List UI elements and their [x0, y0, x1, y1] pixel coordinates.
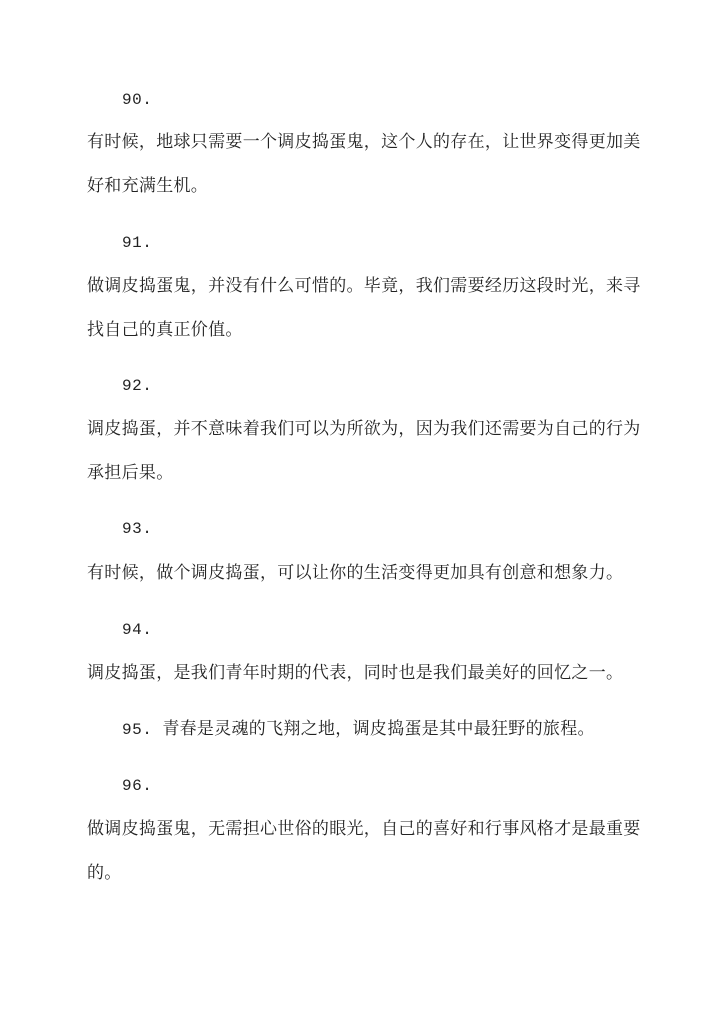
item-text-line: 做调皮捣蛋鬼，无需担心世俗的眼光，自己的喜好和行事风格才是最重要: [87, 819, 641, 839]
item-inline-text: 青春是灵魂的飞翔之地，调皮捣蛋是其中最狂野的旅程。: [162, 719, 595, 739]
item-text-line: 有时候，做个调皮捣蛋，可以让你的生活变得更加具有创意和想象力。: [87, 563, 624, 583]
item-text-line: 的。: [87, 863, 122, 883]
item-number: 95.: [122, 721, 153, 739]
item-number: 90.: [122, 91, 153, 109]
item-number: 92.: [122, 377, 153, 395]
item-number: 96.: [122, 777, 153, 795]
item-number: 93.: [122, 520, 153, 538]
item-text-line: 调皮捣蛋，并不意味着我们可以为所欲为，因为我们还需要为自己的行为: [87, 419, 641, 439]
item-text-line: 承担后果。: [87, 463, 174, 483]
item-text-line: 做调皮捣蛋鬼，并没有什么可惜的。毕竟，我们需要经历这段时光，来寻: [87, 276, 641, 296]
item-number-inline: [122, 718, 595, 741]
item-number: 94.: [122, 621, 153, 639]
item-text-line: 调皮捣蛋，是我们青年时期的代表，同时也是我们最美好的回忆之一。: [87, 663, 624, 683]
item-number: 91.: [122, 234, 153, 252]
item-text-line: 好和充满生机。: [87, 176, 209, 196]
item-text-line: 找自己的真正价值。: [87, 320, 243, 340]
item-text-line: 有时候，地球只需要一个调皮捣蛋鬼，这个人的存在，让世界变得更加美: [87, 132, 641, 152]
